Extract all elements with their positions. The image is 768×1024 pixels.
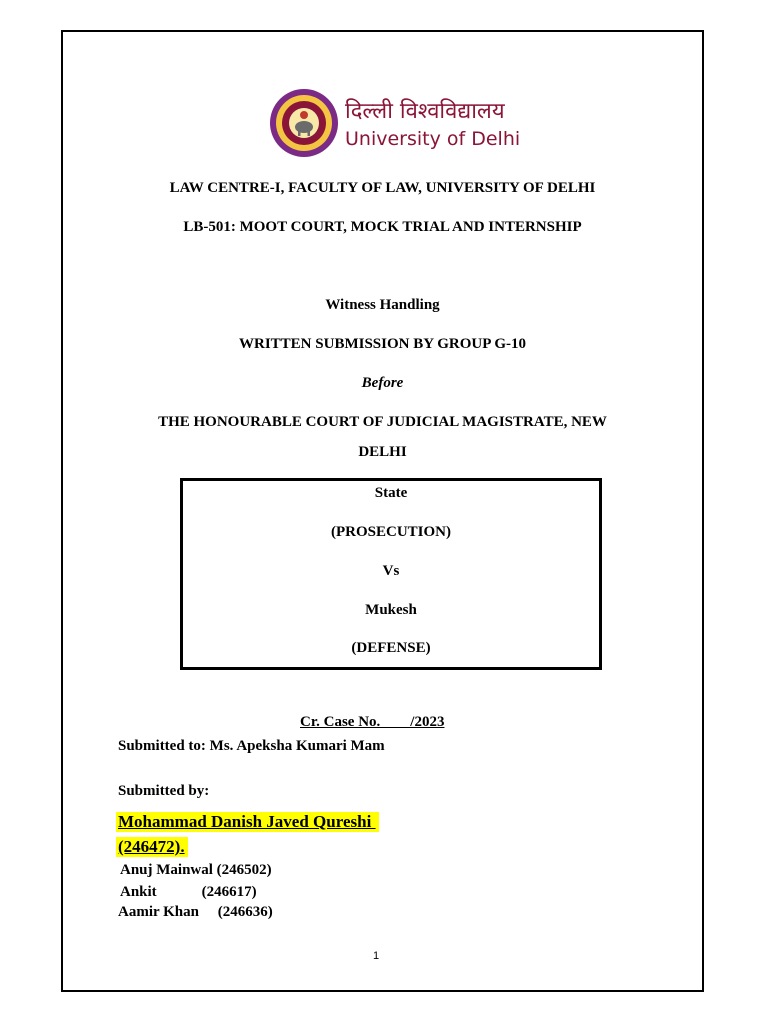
case-parties-box — [180, 478, 602, 670]
highlighted-member-name: Mohammad Danish Javed Qureshi — [116, 812, 379, 832]
member-item: Ankit (246617) — [120, 884, 257, 900]
submission-heading: WRITTEN SUBMISSION BY GROUP G-10 — [239, 336, 526, 352]
submitted-by-label: Submitted by: — [118, 783, 210, 799]
logo-english-text: University of Delhi — [345, 128, 521, 150]
university-seal-logo — [268, 87, 340, 159]
faculty-heading: LAW CENTRE-I, FACULTY OF LAW, UNIVERSITY OF DELHI — [169, 180, 596, 196]
court-heading-line1: THE HONOURABLE COURT OF JUDICIAL MAGISTRATE, NEW — [158, 414, 607, 430]
before-text: Before — [361, 375, 404, 391]
versus-text: Vs — [382, 563, 400, 579]
party1-role: (PROSECUTION) — [330, 524, 451, 540]
member-item: Aamir Khan (246636) — [118, 904, 273, 920]
submitted-to: Submitted to: Ms. Apeksha Kumari Mam — [118, 738, 385, 754]
case-number: Cr. Case No. /2023 — [300, 714, 445, 730]
logo-hindi-text: दिल्ली विश्वविद्यालय — [345, 99, 505, 124]
member-item: Anuj Mainwal (246502) — [120, 862, 272, 878]
party1-name: State — [374, 485, 408, 501]
page-number: 1 — [373, 950, 380, 962]
highlighted-member-id: (246472). — [116, 837, 188, 857]
course-heading: LB-501: MOOT COURT, MOCK TRIAL AND INTERNSHIP — [183, 219, 582, 235]
party2-name: Mukesh — [365, 602, 417, 618]
court-heading-line2: DELHI — [358, 444, 407, 460]
topic-heading: Witness Handling — [325, 297, 440, 313]
party2-role: (DEFENSE) — [351, 640, 431, 656]
